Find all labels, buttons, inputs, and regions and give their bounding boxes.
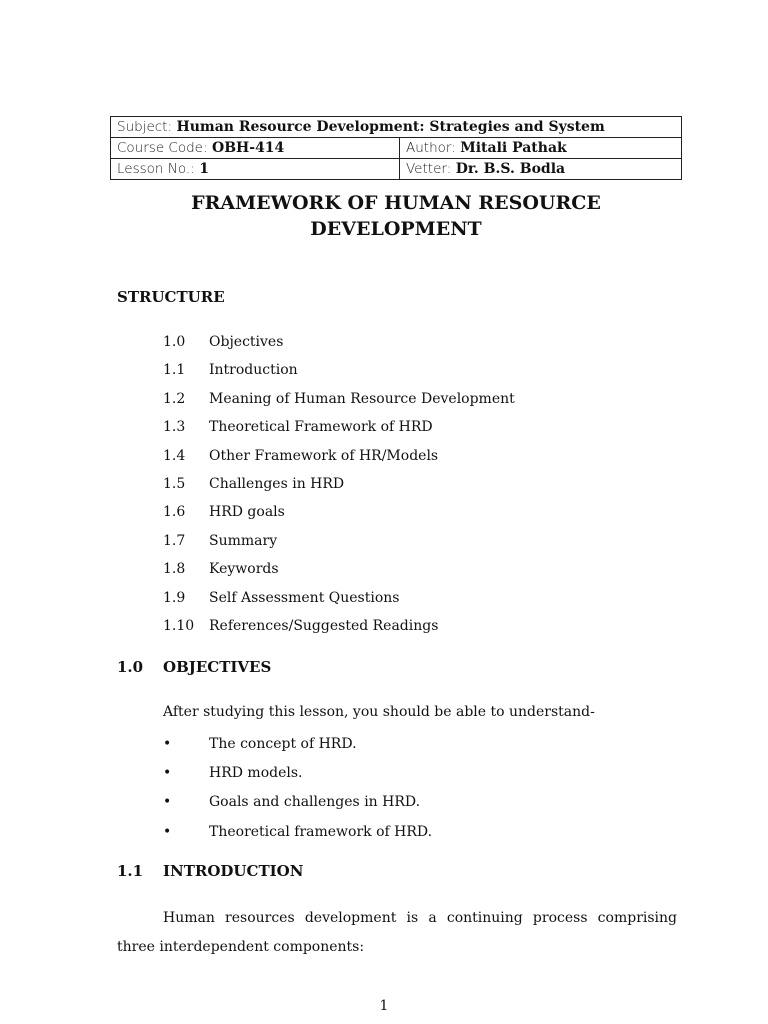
structure-item-number: 1.7	[163, 532, 186, 549]
subject-label: Subject:	[117, 118, 173, 135]
course-author-row	[111, 138, 682, 159]
introduction-section-number: 1.1	[117, 862, 144, 880]
structure-item	[163, 388, 515, 416]
page-number: 1	[379, 998, 389, 1014]
course-info-table	[110, 116, 682, 180]
structure-item	[163, 331, 515, 359]
structure-item	[163, 530, 515, 558]
structure-item-number: 1.4	[163, 447, 186, 464]
subject-row	[111, 117, 682, 138]
structure-item-text: HRD goals	[209, 504, 285, 521]
bullet-dot-icon: •	[163, 823, 172, 840]
structure-item-text: Introduction	[209, 362, 298, 379]
bullet-item	[163, 792, 432, 821]
structure-item-number: 1.2	[163, 390, 186, 407]
bullet-dot-icon: •	[163, 765, 172, 782]
structure-item-number: 1.6	[163, 504, 186, 521]
author-value: Mitali Pathak	[460, 139, 567, 156]
structure-item	[163, 445, 515, 473]
introduction-line-1: Human resources development is a continuing process comprising	[163, 910, 677, 926]
structure-item-text: Objectives	[209, 334, 284, 350]
bullet-text: Goals and challenges in HRD.	[209, 794, 421, 811]
vetter-label: Vetter:	[406, 160, 452, 177]
structure-item-number: 1.10	[163, 617, 195, 634]
bullet-item	[163, 734, 432, 763]
author-label: Author:	[406, 139, 456, 156]
introduction-line-2: three interdependent components:	[117, 939, 365, 955]
structure-item-number: 1.9	[163, 589, 186, 606]
bullet-dot-icon: •	[163, 736, 172, 752]
structure-list	[163, 331, 515, 643]
structure-item	[163, 587, 515, 615]
lesson-vetter-row	[111, 159, 682, 180]
structure-item	[163, 473, 515, 501]
structure-item	[163, 615, 515, 643]
structure-item-text: Keywords	[209, 561, 279, 578]
objectives-lead-text: After studying this lesson, you should be able to understand-	[163, 704, 595, 720]
bullet-text: Theoretical framework of HRD.	[209, 823, 433, 840]
structure-item-number: 1.0	[163, 334, 186, 350]
introduction-paragraph	[117, 904, 677, 962]
structure-item-text: Meaning of Human Resource Development	[209, 390, 515, 407]
title-line-1: FRAMEWORK OF HUMAN RESOURCE	[191, 192, 601, 214]
bullet-dot-icon: •	[163, 794, 172, 811]
structure-item-text: Challenges in HRD	[209, 475, 345, 492]
objectives-bullet-list	[163, 734, 432, 851]
structure-item-text: Theoretical Framework of HRD	[209, 419, 433, 436]
structure-item	[163, 359, 515, 387]
structure-item-text: References/Suggested Readings	[209, 617, 439, 634]
structure-item	[163, 501, 515, 529]
structure-item-text: Summary	[209, 532, 278, 549]
objectives-heading	[117, 658, 271, 676]
structure-item-number: 1.8	[163, 561, 186, 578]
title-line-2: DEVELOPMENT	[310, 218, 482, 240]
objectives-section-number: 1.0	[117, 658, 144, 676]
structure-heading: STRUCTURE	[117, 288, 225, 306]
structure-item-text: Other Framework of HR/Models	[209, 447, 439, 464]
introduction-heading	[117, 862, 303, 880]
course-code-value: OBH-414	[212, 139, 285, 156]
bullet-text: The concept of HRD.	[209, 736, 357, 752]
bullet-item	[163, 763, 432, 792]
vetter-value: Dr. B.S. Bodla	[455, 160, 566, 177]
lesson-number-value: 1	[199, 160, 209, 177]
structure-item-number: 1.5	[163, 475, 186, 492]
introduction-section-title: INTRODUCTION	[163, 862, 304, 880]
structure-item-text: Self Assessment Questions	[209, 589, 400, 606]
subject-value: Human Resource Development: Strategies and System	[176, 118, 605, 135]
structure-item	[163, 416, 515, 444]
page-title	[110, 190, 682, 242]
bullet-item	[163, 822, 432, 851]
bullet-text: HRD models.	[209, 765, 303, 782]
structure-item-number: 1.3	[163, 419, 186, 436]
objectives-section-title: OBJECTIVES	[163, 658, 272, 676]
structure-item-number: 1.1	[163, 362, 186, 379]
structure-item	[163, 558, 515, 586]
lesson-number-label: Lesson No.:	[117, 160, 195, 177]
course-code-label: Course Code:	[117, 139, 208, 156]
